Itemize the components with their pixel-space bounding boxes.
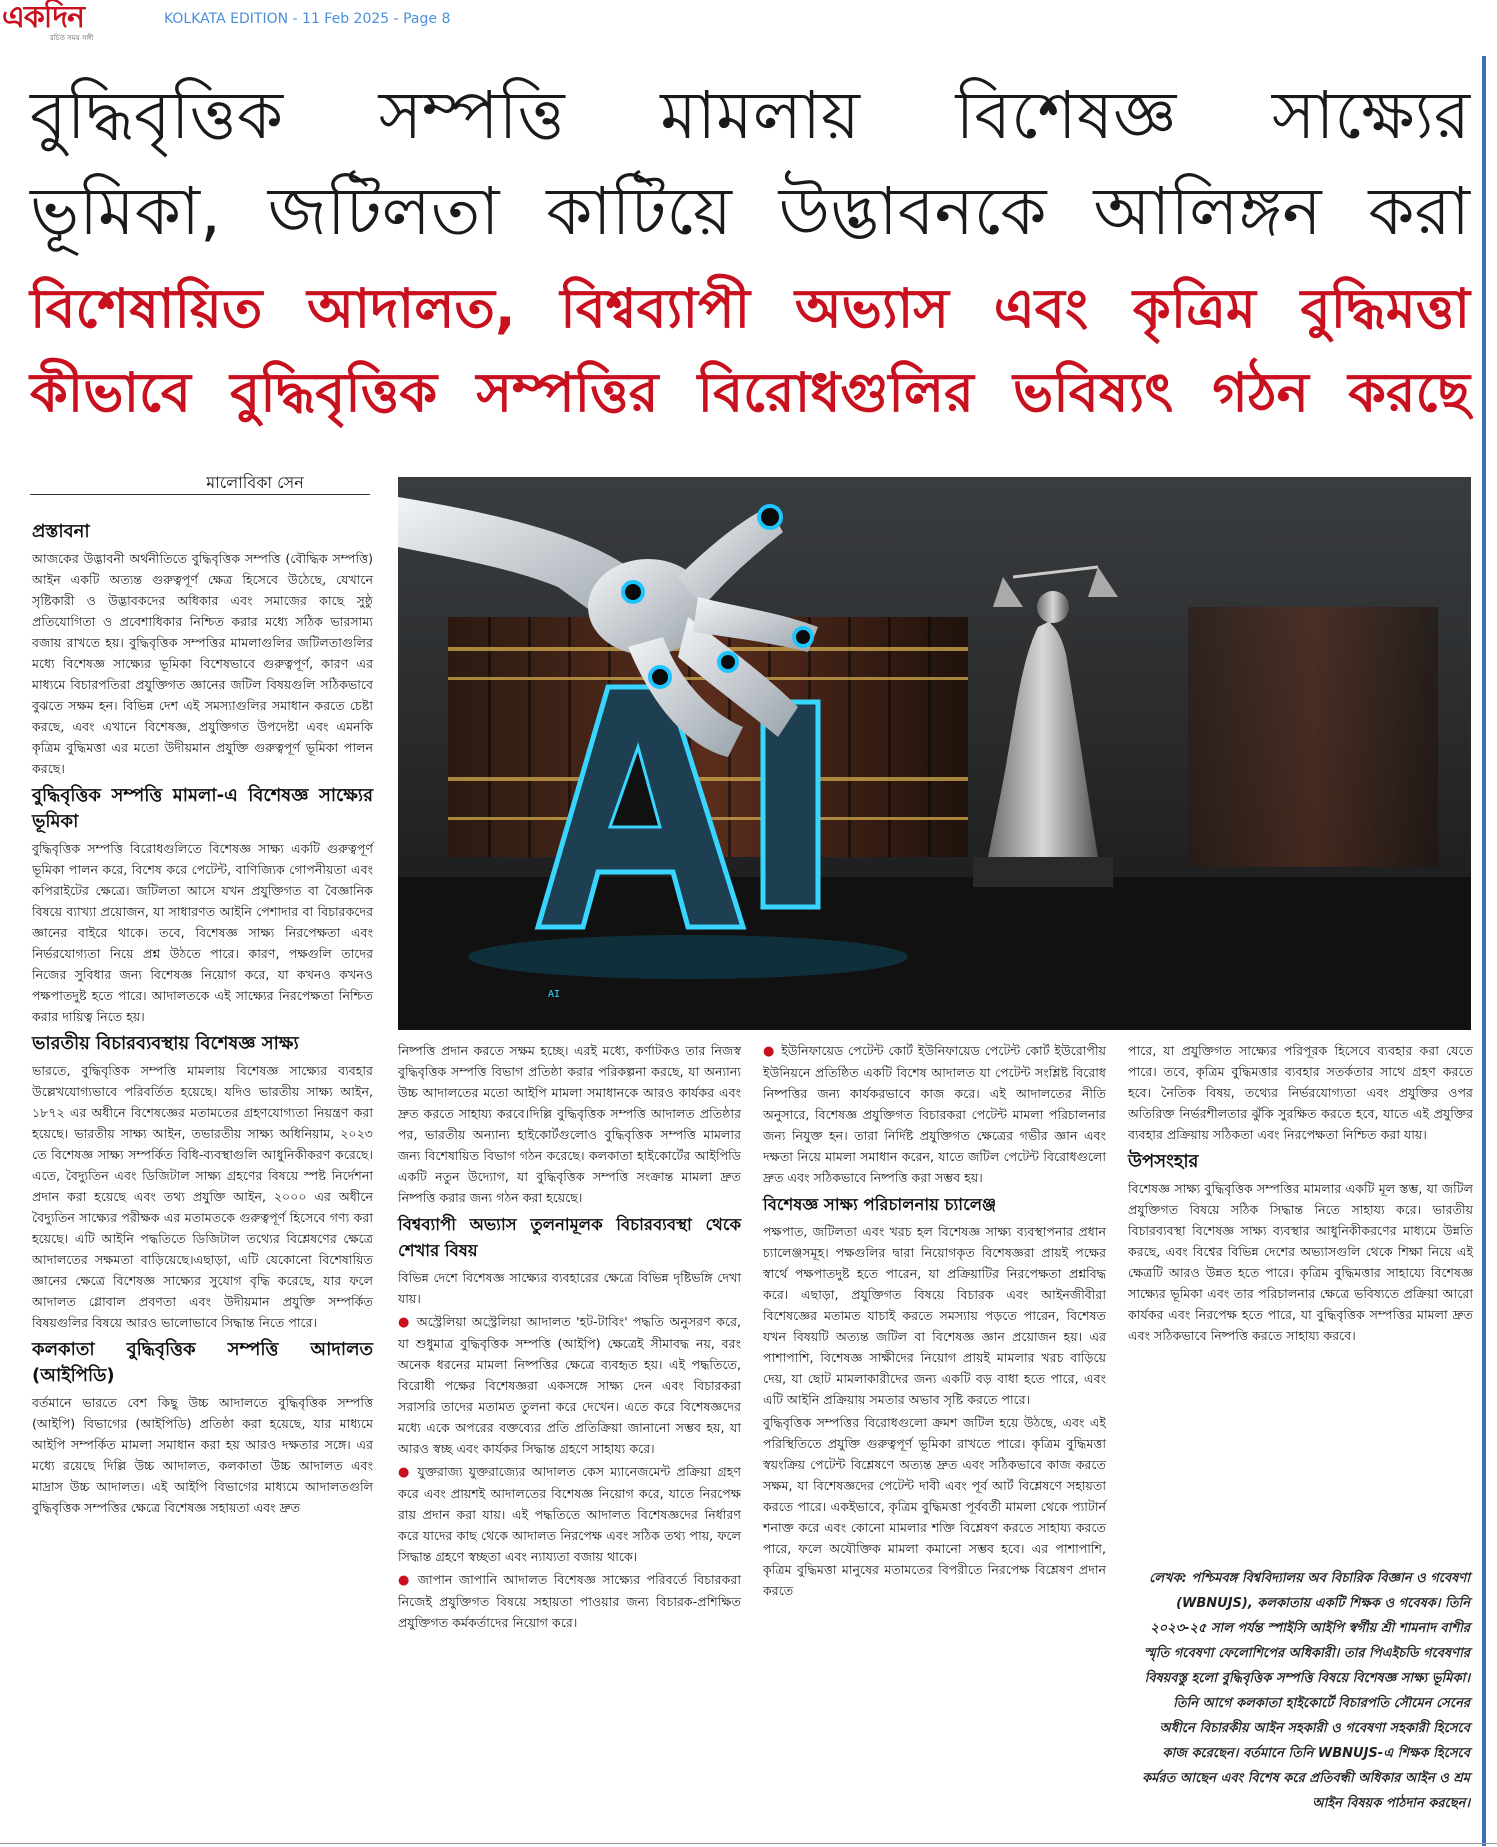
page-edge-rule	[1482, 56, 1486, 1846]
bullet-australia-text: অস্ট্রেলিয়া অস্ট্রেলিয়া আদালত 'হট-টাবিং' পদ্ধতি অনুসরণ করে, যা শুধুমাত্র বুদ্ধিবৃত্তিক সম্পত্তি (আইপি) ক্ষেত্রেই সীমাবদ্ধ নয়, বরং অনেক ধরনের মামলা নিষ্পত্তির ক্ষেত্রে ব্যবহৃত হয়। এই পদ্ধতিতে, বিরোধী পক্ষের বিশেষজ্ঞরা একসঙ্গে সাক্ষ্য দেন এবং বিচারকরা সরাসরি তাদের মতামত তুলনা করে দেখেন। এতে করে বিশেষজ্ঞদের মধ্যে একে অপরের বক্তব্যের প্রতি প্রতিক্রিয়া জানানো সম্ভব হয়, যা আরও স্বচ্ছ এবং কার্যকর সিদ্ধান্ত গ্রহণে সাহায্য করে।	[398, 1314, 741, 1456]
bullet-dot-icon: ●	[398, 1465, 412, 1480]
paragraph-intro: আজকের উদ্ভাবনী অর্থনীতিতে বুদ্ধিবৃত্তিক সম্পত্তি (বৌদ্ধিক সম্পত্তি) আইন একটি অত্যন্ত গুরুত্বপূর্ণ ক্ষেত্র হিসেবে উঠেছে, যেখানে সৃষ্টিকারী ও উদ্ভাবকদের অধিকার এবং সমাজের কাছে সুষ্ঠু প্রতিযোগিতা ও প্রবেশাধিকার নিশ্চিত করার মধ্যে সঠিক ভারসাম্য বজায় রাখতে হয়। বুদ্ধিবৃত্তিক সম্পত্তির মামলাগুলির জটিলতাগুলির মধ্যে বিশেষজ্ঞ সাক্ষ্যের ভূমিকা বিশেষভাবে গুরুত্বপূর্ণ, কারণ এর মাধ্যমে বিচারপতিরা প্রযুক্তিগত জ্ঞানের জটিল বিষয়গুলি সঠিকভাবে বুঝতে সক্ষম হন। বিভিন্ন দেশ এই সমস্যাগুলির সমাধান করতে চেষ্টা করছে, এবং এখানে বিশেষজ্ঞ, প্রযুক্তিগত উপদেষ্টা এবং এমনকি কৃত্রিম বুদ্ধিমত্তা এর মতো উদীয়মান প্রযুক্তি গুরুত্বপূর্ণ ভূমিকা পালন করছে।	[32, 551, 373, 776]
byline: মালোবিকা সেন	[206, 473, 304, 492]
headline-line-1: বুদ্ধিবৃত্তিক সম্পত্তি মামলায় বিশেষজ্ঞ সাক্ষ্যের	[30, 77, 1470, 154]
paragraph-global-practices: বিভিন্ন দেশে বিশেষজ্ঞ সাক্ষ্যের ব্যবহারের ক্ষেত্রে বিভিন্ন দৃষ্টিভঙ্গি দেখা যায়।	[398, 1270, 741, 1306]
paragraph-conclusion: বিশেষজ্ঞ সাক্ষ্য বুদ্ধিবৃত্তিক সম্পত্তির মামলার একটি মূল স্তম্ভ, যা জটিল প্রযুক্তিগত বিষয়ে সঠিক সিদ্ধান্ত নিতে সাহায্য করে। ভারতীয় বিচারব্যবস্থা বিশেষজ্ঞ সাক্ষ্য ব্যবস্থার আধুনিকীকরণের মাধ্যমে উন্নতি করছে, এবং বিশ্বের বিভিন্ন দেশের অভ্যাসগুলি থেকে শিক্ষা নিয়ে এই ক্ষেত্রটি আরও উন্নত হতে পারে। কৃত্রিম বুদ্ধিমত্তার সাহায্যে বিশেষজ্ঞ সাক্ষ্যের ভূমিকা এবং তার পরিচালনার ক্ষেত্রে ভবিষ্যতে প্রক্রিয়া আরো কার্যকর এবং নিরপেক্ষ হতে পারে, যা বুদ্ধিবৃত্তিক সম্পত্তির মামলা দ্রুত এবং সঠিকভাবে নিষ্পত্তি করতে সাহায্য করবে।	[1128, 1181, 1473, 1343]
bullet-unified-patent-court-text: ইউনিফায়েড পেটেন্ট কোর্ট ইউনিফায়েড পেটেন্ট কোর্ট ইউরোপীয় ইউনিয়নে প্রতিষ্ঠিত একটি বিশেষ আদালত যা পেটেন্ট সংশ্লিষ্ট বিরোধ নিষ্পত্তির জন্য কার্যকরভাবে কাজ করে। এই আদালতের নীতি অনুসারে, বিশেষজ্ঞ প্রযুক্তিগত বিচারকরা পেটেন্ট মামলা পরিচালনার জন্য নিযুক্ত হন। তারা নির্দিষ্ট প্রযুক্তিগত ক্ষেত্রের গভীর জ্ঞান এবং দক্ষতা নিয়ে মামলা সমাধান করেন, যাতে জটিল পেটেন্ট বিরোধগুলো দ্রুত এবং সঠিকভাবে নিষ্পত্তি করা সম্ভব হয়।	[763, 1043, 1107, 1185]
paragraph-ai-continued: পারে, যা প্রযুক্তিগত সাক্ষ্যের পরিপূরক হিসেবে ব্যবহার করা যেতে পারে। তবে, কৃত্রিম বুদ্ধিমত্তার ব্যবহার সতর্কতার সাথে গ্রহণ করতে হবে। নৈতিক বিষয়, তথ্যের নির্ভরযোগ্যতা এবং প্রযুক্তির ওপর অতিরিক্ত নির্ভরশীলতার ঝুঁকি সুরক্ষিত করতে হবে, যাতে এই প্রযুক্তির ব্যবহার প্রক্রিয়ায় সঠিকতা এবং নিরপেক্ষতা নিশ্চিত করা যায়।	[1128, 1043, 1473, 1142]
section-heading-expert-role: বুদ্ধিবৃত্তিক সম্পত্তি মামলা-এ বিশেষজ্ঞ সাক্ষ্যের ভূমিকা	[32, 785, 373, 832]
ai-text-overlay: AI	[548, 989, 561, 1000]
article-column-2	[398, 1040, 741, 1635]
bullet-uk	[398, 1461, 741, 1567]
article-column-1	[32, 515, 373, 1520]
bullet-japan-text: জাপান জাপানি আদালত বিশেষজ্ঞ সাক্ষ্যের পরিবর্তে বিচারকরা নিজেই প্রযুক্তিগত বিষয়ে সহায়তা পাওয়ার জন্য বিচারক-প্রশিক্ষিত প্রযুক্তিগত কর্মকর্তাদের নিয়োগ করে।	[398, 1572, 741, 1630]
bullet-dot-icon: ●	[763, 1044, 776, 1059]
logo-text: একদিন	[2, 0, 85, 35]
page-bottom-rule	[0, 1843, 1497, 1844]
subheadline-line-2: কীভাবে বুদ্ধিবৃত্তিক সম্পত্তির বিরোধগুলির ভবিষ্যৎ গঠন করছে	[30, 361, 1470, 424]
article-column-3	[763, 1040, 1106, 1603]
headline	[30, 68, 1470, 260]
ai-robot-hand-illustration	[398, 477, 1471, 1030]
article-column-4	[1128, 1040, 1473, 1348]
paragraph-ipd-continued: নিষ্পত্তি প্রদান করতে সক্ষম হচ্ছে। এরই মধ্যে, কর্ণাটকও তার নিজস্ব বুদ্ধিবৃত্তিক সম্পত্তি বিভাগ প্রতিষ্ঠা করার পরিকল্পনা করছে, যা অন্যান্য উচ্চ আদালতের মতো আইপি মামলা সমাধানকে আরও কার্যকর এবং দ্রুত করতে সাহায্য করবে।দিল্লি বুদ্ধিবৃত্তিক সম্পত্তি আদালত প্রতিষ্ঠার পর, ভারতীয় অন্যান্য হাইকোর্টগুলোও বুদ্ধিবৃত্তিক সম্পত্তি মামলার জন্য বিশেষায়িত বিভাগ গঠন করেছে। কলকাতা হাইকোর্টের আইপিডি একটি নতুন উদ্যোগ, যা বুদ্ধিবৃত্তিক সম্পত্তি সংক্রান্ত মামলা দ্রুত নিষ্পত্তি করার জন্য গঠন করা হয়েছে।	[398, 1043, 741, 1205]
masthead	[0, 0, 1497, 44]
author-note: লেখক: পশ্চিমবঙ্গ বিশ্ববিদ্যালয় অব বিচারিক বিজ্ঞান ও গবেষণা (WBNUJS), কলকাতায় একটি শিক্ষক ও গবেষক। তিনি ২০২৩-২৫ সাল পর্যন্ত স্পাইসি আইপি স্বর্গীয় শ্রী শামনাদ বাশীর স্মৃতি গবেষণা ফেলোশিপের অধিকারী। তার পিএইচডি গবেষণার বিষয়বস্তু হলো বুদ্ধিবৃত্তিক সম্পত্তি বিষয়ে বিশেষজ্ঞ সাক্ষ্য ভূমিকা। তিনি আগে কলকাতা হাইকোর্টে বিচারপতি সৌমেন সেনের অধীনে বিচারকীয় আইন সহকারী ও গবেষণা সহকারী হিসেবে কাজ করেছেন। বর্তমানে তিনি WBNUJS-এ শিক্ষক হিসেবে কর্মরত আছেন এবং বিশেষ করে প্রতিবন্ধী অধিকার আইন ও শ্রম আইন বিষয়ক পাঠদান করছেন।	[1142, 1571, 1470, 1811]
paragraph-indian-judiciary: ভারতে, বুদ্ধিবৃত্তিক সম্পত্তি মামলায় বিশেষজ্ঞ সাক্ষ্যের ব্যবহার উল্লেখযোগ্যভাবে পরিবর্তিত হয়েছে। যদিও ভারতীয় সাক্ষ্য আইন, ১৮৭২ এর অধীনে বিশেষজ্ঞের মতামতের গ্রহণযোগ্যতা নিয়ন্ত্রণ করা হয়েছে। ভারতীয় সাক্ষ্য আইন, তভারতীয় সাক্ষ্য অধিনিয়াম, ২০২৩ তে বিশেষজ্ঞ সাক্ষ্য সম্পর্কিত বিধি-ব্যবস্থাগুলি আধুনিকীকরণ করেছে। এতে, বৈদ্যুতিন এবং ডিজিটাল সাক্ষ্য গ্রহণের বিষয়ে স্পষ্ট নির্দেশনা প্রদান করা হয়েছে এবং তথ্য প্রযুক্তি আইন, ২০০০ এর অধীনে বৈদ্যুতিন সাক্ষ্যের পরীক্ষক এর মতামতকে গুরুত্বপূর্ণ হিসেবে গণ্য করা হয়েছে। এটি আইনি পদ্ধতিতে ডিজিটাল তথ্যের বিশ্লেষণের ক্ষেত্রে আদালতের সক্ষমতা বাড়িয়েছে।এছাড়া, এটি যেকোনো বিশেষায়িত জ্ঞানের ক্ষেত্রে বিশেষজ্ঞ সাক্ষ্যের সুযোগ বৃদ্ধি করেছে, যার ফলে আদালত গ্লোবাল প্রবণতা এবং উদীয়মান প্রযুক্তি সম্পর্কিত বিষয়গুলির বিষয়ে আরও ভালোভাবে সিদ্ধান্ত নিতে পারে।	[32, 1063, 373, 1330]
bullet-unified-patent-court	[763, 1040, 1106, 1188]
bullet-dot-icon: ●	[398, 1315, 411, 1330]
bullet-australia	[398, 1311, 741, 1459]
section-heading-intro: প্রস্তাবনা	[32, 521, 90, 542]
byline-divider	[30, 494, 370, 495]
paragraph-challenges: পক্ষপাত, জটিলতা এবং খরচ হল বিশেষজ্ঞ সাক্ষ্য ব্যবস্থাপনার প্রধান চ্যালেঞ্জসমূহ। পক্ষগুলির দ্বারা নিয়োগকৃত বিশেষজ্ঞরা প্রায়ই পক্ষের স্বার্থে পক্ষপাতদুষ্ট হতে পারেন, যা প্রক্রিয়াটির নিরপেক্ষতা প্রশ্নবিদ্ধ করে। এছাড়া, প্রযুক্তিগত বিষয়ে বিচারক এবং আইনজীবীরা বিশেষজ্ঞের মতামত যাচাই করতে সমস্যায় পড়তে পারেন, বিশেষত যখন বিষয়টি অত্যন্ত জটিল বা বিশেষজ্ঞ জ্ঞান প্রয়োজন হয়। এর পাশাপাশি, বিশেষজ্ঞ সাক্ষীদের নিয়োগ প্রায়ই মামলার খরচ বাড়িয়ে দেয়, যা ছোট মামলাকারীদের জন্য একটি বড় বাধা হতে পারে, এবং এটি আইনি প্রক্রিয়ায় সমতার অভাব সৃষ্টি করতে পারে।	[763, 1224, 1106, 1407]
edition-label: KOLKATA EDITION - 11 Feb 2025 - Page 8	[164, 11, 451, 27]
bullet-japan	[398, 1569, 741, 1633]
section-heading-global-practices: বিশ্বব্যাপী অভ্যাস তুলনামূলক বিচারব্যবস্থা থেকে শেখার বিষয়	[398, 1215, 741, 1260]
subheadline-line-1: বিশেষায়িত আদালত, বিশ্বব্যাপী অভ্যাস এবং কৃত্রিম বুদ্ধিমত্তা	[30, 277, 1470, 340]
paragraph-expert-role: বুদ্ধিবৃত্তিক সম্পত্তি বিরোধগুলিতে বিশেষজ্ঞ সাক্ষ্য একটি গুরুত্বপূর্ণ ভূমিকা পালন করে, বিশেষ করে পেটেন্ট, বাণিজ্যিক গোপনীয়তা এবং কপিরাইটের ক্ষেত্রে। জটিলতা আসে যখন প্রযুক্তিগত বা বৈজ্ঞানিক বিষয়ে ব্যাখ্যা প্রয়োজন, যা সাধারণত আইনি পেশাদার বা বিচারকদের জ্ঞানের বাইরে থাকে। তবে, বিশেষজ্ঞ সাক্ষ্য নিরপেক্ষতা এবং নির্ভরযোগ্যতা নিয়ে প্রশ্ন উঠতে পারে। কারণ, পক্ষগুলি তাদের নিজের সুবিধার জন্য বিশেষজ্ঞ নিয়োগ করে, যা কখনও কখনও পক্ষপাতদুষ্ট হতে পারে। আদালতকে এই সাক্ষ্যের নিরপেক্ষতা নিশ্চিত করার দায়িত্ব নিতে হয়।	[32, 841, 373, 1024]
section-heading-conclusion: উপসংহার	[1128, 1151, 1199, 1172]
article-photo[interactable]	[398, 477, 1471, 1030]
section-heading-indian-judiciary: ভারতীয় বিচারব্যবস্থায় বিশেষজ্ঞ সাক্ষ্য	[32, 1033, 299, 1054]
newspaper-logo[interactable]	[2, 2, 152, 42]
subheadline	[30, 267, 1470, 435]
logo-tagline: রচিত সময় সঙ্গী	[50, 34, 94, 42]
paragraph-ai-role: বুদ্ধিবৃত্তিক সম্পত্তির বিরোধগুলো ক্রমশ জটিল হয়ে উঠছে, এবং এই পরিস্থিতিতে প্রযুক্তি গুরুত্বপূর্ণ ভূমিকা রাখতে পারে। কৃত্রিম বুদ্ধিমত্তা স্বয়ংক্রিয় পেটেন্ট বিশ্লেষণে অত্যন্ত দ্রুত এবং সঠিকভাবে কাজ করতে সক্ষম, যা বিশেষজ্ঞদের পেটেন্ট দাবী এবং পূর্ব আর্ট বিশ্লেষণে সহায়তা করতে পারে। একইভাবে, কৃত্রিম বুদ্ধিমত্তা পূর্ববর্তী মামলা থেকে প্যাটার্ন শনাক্ত করে এবং কোনো মামলার শক্তি বিশ্লেষণ করতে সাহায্য করতে পারে, ফলে অযৌক্তিক মামলা কমানো সম্ভব হবে। এর পাশাপাশি, কৃত্রিম বুদ্ধিমত্তা মানুষের মতামতের বিপরীতে নিরপেক্ষ বিশ্লেষণ প্রদান করতে	[763, 1415, 1106, 1598]
headline-line-2: ভূমিকা, জটিলতা কাটিয়ে উদ্ভাবনকে আলিঙ্গন করা	[30, 173, 1470, 250]
section-heading-kolkata-ipd: কলকাতা বুদ্ধিবৃত্তিক সম্পত্তি আদালত (আইপিডি)	[32, 1339, 373, 1386]
section-heading-challenges: বিশেষজ্ঞ সাক্ষ্য পরিচালনায় চ্যালেঞ্জ	[763, 1195, 997, 1214]
bullet-dot-icon: ●	[398, 1573, 412, 1588]
bullet-uk-text: যুক্তরাজ্য যুক্তরাজ্যের আদালত কেস ম্যানেজমেন্ট প্রক্রিয়া গ্রহণ করে এবং প্রায়শই আদালতের বিশেষজ্ঞ নিয়োগ করে, যাতে নিরপেক্ষ রায় প্রদান করা যায়। এই পদ্ধতিতে আদালত বিশেষজ্ঞদের নির্ধারণ করে যাদের কাছ থেকে আদালত নিরপেক্ষ এবং সঠিক তথ্য পায়, ফলে সিদ্ধান্ত গ্রহণে স্বচ্ছতা এবং ন্যায্যতা বজায় থাকে।	[398, 1464, 741, 1564]
paragraph-kolkata-ipd: বর্তমানে ভারতে বেশ কিছু উচ্চ আদালতে বুদ্ধিবৃত্তিক সম্পত্তি (আইপি) বিভাগের (আইপিডি) প্রতিষ্ঠা করা হয়েছে, যার মাধ্যমে আইপি সম্পর্কিত মামলা সমাধান করা হয় আরও দক্ষতার সঙ্গে। এর মধ্যে রয়েছে দিল্লি উচ্চ আদালত, কলকাতা উচ্চ আদালত এবং মাদ্রাস উচ্চ আদালত। এই আইপি বিভাগের মাধ্যমে আদালতগুলি বুদ্ধিবৃত্তিক সম্পত্তির ক্ষেত্রে বিশেষজ্ঞ সহায়তা এবং দ্রুত	[32, 1395, 373, 1515]
